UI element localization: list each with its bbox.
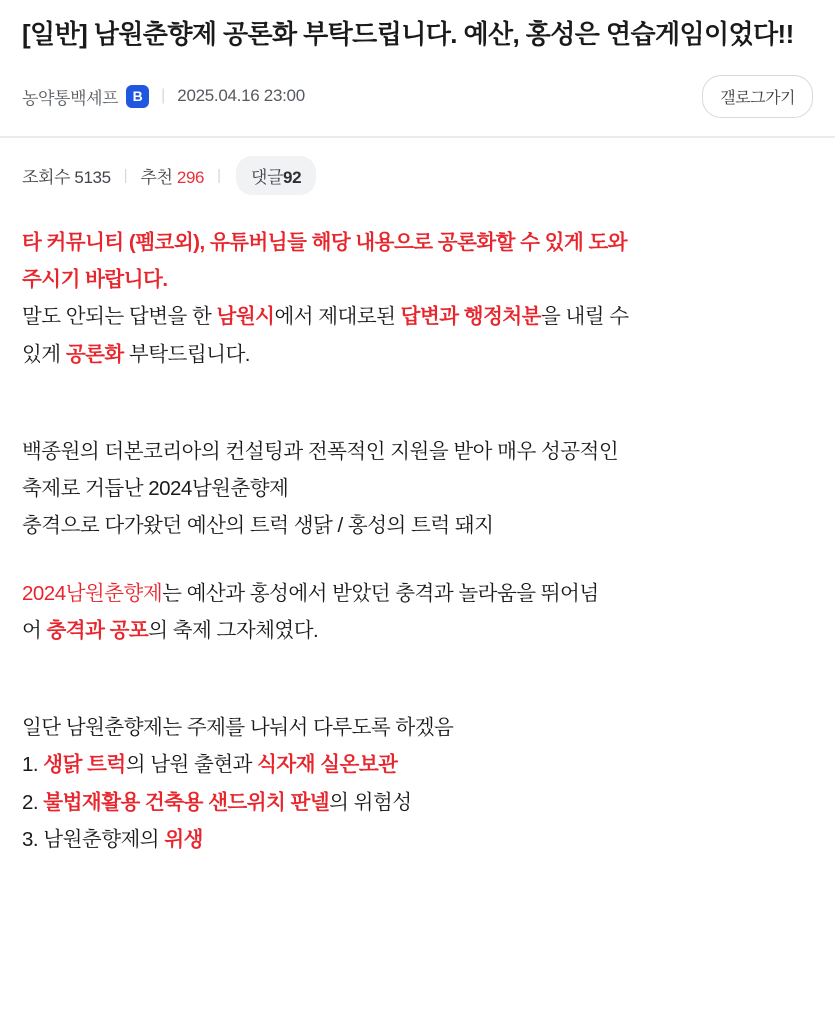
content-spacer xyxy=(22,404,813,434)
text-plain: 일단 남원춘향제는 주제를 나눠서 다루도록 하겠음 xyxy=(22,716,454,740)
list-item xyxy=(22,785,813,820)
content-paragraph xyxy=(22,337,813,372)
list-item-number: 2. xyxy=(22,790,44,814)
text-highlight: 생닭 트럭 xyxy=(43,753,126,777)
comment-count-label: 댓글 xyxy=(250,167,284,187)
recommend-count-value: 296 xyxy=(176,167,205,187)
content-paragraph xyxy=(22,508,813,543)
author-name: 농약통백셰프 xyxy=(22,88,119,108)
comment-count-value: 92 xyxy=(283,167,302,187)
text-highlight: 위생 xyxy=(164,827,203,851)
list-item-number: 1. xyxy=(22,753,44,777)
meta-separator: | xyxy=(161,87,166,105)
view-count xyxy=(22,163,111,188)
text-plain: 의 남원 출현과 xyxy=(125,753,258,777)
post-date: 2025.04.16 23:00 xyxy=(177,86,305,106)
text-plain: 에서 제대로된 xyxy=(274,305,401,329)
text-plain: 부탁드립니다. xyxy=(123,342,250,366)
text-highlight: 답변과 행정처분 xyxy=(400,305,541,329)
post-meta xyxy=(22,75,813,136)
view-count-value: 5135 xyxy=(74,167,111,187)
content-paragraph xyxy=(22,710,813,745)
stats-separator-1: | xyxy=(123,166,128,184)
page-title: [일반] 남원춘향제 공론화 부탁드립니다. 예산, 홍성은 연습게임이었다!! xyxy=(22,19,794,49)
text-highlight: 불법재활용 건축용 샌드위치 판넬 xyxy=(43,790,330,814)
content-paragraph xyxy=(22,262,813,297)
text-plain: 백종원의 더본코리아의 컨설팅과 전폭적인 지원을 받아 매우 성공적인 xyxy=(22,439,619,463)
text-plain: 어 xyxy=(22,618,47,642)
content-spacer xyxy=(22,374,813,404)
text-highlight: 공론화 xyxy=(65,342,124,366)
text-plain: 말도 안되는 답변을 한 xyxy=(22,305,217,329)
text-plain: 남원춘향제의 xyxy=(43,827,165,851)
text-highlight: 식자재 실온보관 xyxy=(257,753,398,777)
gallery-link-button[interactable]: 갤로그가기 xyxy=(702,75,813,118)
text-plain: 의 위험성 xyxy=(329,790,412,814)
text-highlight: 2024남원춘향제 xyxy=(22,581,163,605)
recommend-count-label: 추천 xyxy=(140,167,173,187)
recommend-count xyxy=(141,163,205,188)
content-paragraph xyxy=(22,613,813,648)
author-badge-icon: B xyxy=(126,85,149,108)
content-paragraph xyxy=(22,434,813,469)
post-stats xyxy=(22,138,813,211)
content-paragraph xyxy=(22,576,813,611)
content-spacer xyxy=(22,650,813,680)
list-item-number: 3. xyxy=(22,827,44,851)
text-highlight: 주시기 바랍니다. xyxy=(22,268,168,292)
text-plain: 충격으로 다가왔던 예산의 트럭 생닭 / 홍성의 트럭 돼지 xyxy=(22,514,494,538)
post-page xyxy=(0,16,835,857)
text-plain: 축제로 거듭난 2024남원춘향제 xyxy=(22,477,289,501)
content-paragraph xyxy=(22,299,813,334)
text-plain: 의 축제 그자체였다. xyxy=(148,618,319,642)
post-content xyxy=(22,211,813,857)
text-highlight: 타 커뮤니티 (펨코외), 유튜버님들 해당 내용으로 공론화할 수 있게 도와 xyxy=(22,230,628,254)
list-item xyxy=(22,747,813,782)
content-spacer xyxy=(22,546,813,576)
list-item xyxy=(22,822,813,857)
text-highlight: 남원시 xyxy=(216,305,275,329)
content-paragraph xyxy=(22,225,813,260)
content-spacer xyxy=(22,680,813,710)
text-highlight: 충격과 공포 xyxy=(46,618,149,642)
text-plain: 는 예산과 홍성에서 받았던 충격과 놀라움을 뛰어넘 xyxy=(162,581,599,605)
text-plain: 을 내릴 수 xyxy=(540,305,629,329)
text-plain: 있게 xyxy=(22,342,66,366)
content-paragraph xyxy=(22,471,813,506)
view-count-label: 조회수 xyxy=(22,167,71,187)
comment-count-button[interactable] xyxy=(236,156,316,195)
stats-separator-2: | xyxy=(217,166,221,184)
